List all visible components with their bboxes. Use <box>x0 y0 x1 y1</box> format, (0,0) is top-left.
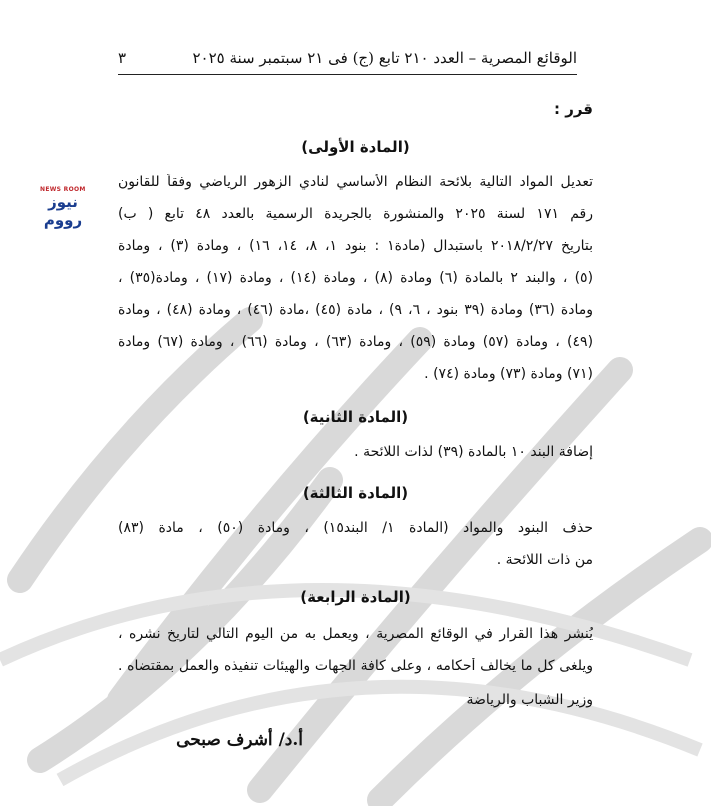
gazette-title: الوقائع المصرية – العدد ٢١٠ تابع (ج) فى ٢١ سبتمبر سنة ٢٠٢٥ <box>192 49 577 67</box>
article-2-heading: (المادة الثانية) <box>302 408 409 426</box>
article-1-line: (٧١) ومادة (٧٣) ومادة (٧٤) . <box>424 366 593 382</box>
article-1-heading: (المادة الأولى) <box>301 138 410 156</box>
minister-title: وزير الشباب والرياضة <box>466 692 593 708</box>
article-4-heading: (المادة الرابعة) <box>300 588 411 606</box>
page-header <box>118 42 577 75</box>
article-1-line: (٥) ، والبند ٢ بالمادة (٦) ومادة (٨) ، ومادة (١٤) ، ومادة (١٧) ، ومادة(٣٥) ، <box>118 270 593 286</box>
article-1-line: رقم ١٧١ لسنة ٢٠٢٥ والمنشورة بالجريدة الرسمية بالعدد ٤٨ تابع ( ب) <box>118 206 593 222</box>
logo-top-text: NEWS ROOM <box>40 186 86 193</box>
article-1-line: (٤٩) ، ومادة (٥٧) ومادة (٥٩) ، ومادة (٦٣) ، ومادة (٦٦) ، ومادة (٦٧) ومادة <box>118 334 593 350</box>
decree-label: قرر : <box>553 100 593 118</box>
page-number: ٣ <box>118 49 127 67</box>
watermark-graphic <box>0 280 711 806</box>
minister-signature: أ.د/ أشرف صبحى <box>176 730 303 750</box>
article-1-line: بتاريخ ٢٠١٨/٢/٢٧ باستبدال (مادة١ : بنود ١، ٨، ١٤، ١٦) ، ومادة (٣) ، ومادة <box>118 238 593 254</box>
newsroom-logo <box>32 186 94 229</box>
article-4-line: ويلغى كل ما يخالف أحكامه ، وعلى كافة الجهات والهيئات تنفيذه والعمل بمقتضاه . <box>118 658 593 674</box>
article-2-line: إضافة البند ١٠ بالمادة (٣٩) لذات اللائحة . <box>354 444 593 460</box>
article-3-heading: (المادة الثالثة) <box>302 484 409 502</box>
article-3-line: من ذات اللائحة . <box>496 552 593 568</box>
logo-main-text: نيوز رووم <box>43 193 83 229</box>
article-3-line: حذف البنود والمواد (المادة ١/ البند١٥) ، ومادة (٥٠) ، مادة (٨٣) <box>118 520 593 536</box>
article-1-line: ومادة (٣٦) ومادة (٣٩ بنود ، ٦، ٩) ، مادة (٤٥) ،مادة (٤٦) ، ومادة (٤٨) ، ومادة <box>118 302 593 318</box>
article-1-line: تعديل المواد التالية بلائحة النظام الأساسي لنادي الزهور الرياضي وفقاً للقانون <box>118 174 593 190</box>
article-4-line: يُنشر هذا القرار في الوقائع المصرية ، ويعمل به من اليوم التالي لتاريخ نشره ، <box>118 626 593 642</box>
